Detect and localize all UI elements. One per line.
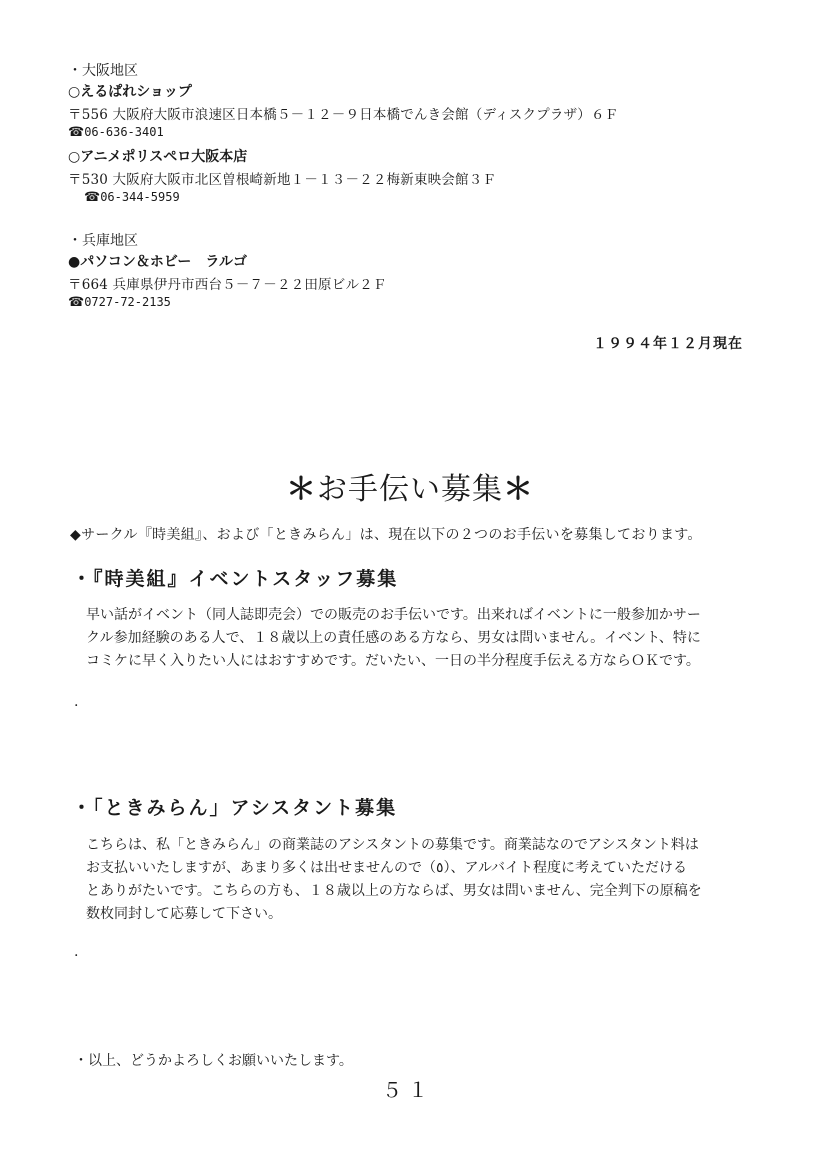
shop-tel-animepolis xyxy=(84,190,180,205)
shop-address-largo: 〒664 兵庫県伊丹市西台５－７－２２田原ビル２Ｆ xyxy=(68,277,387,293)
section-body-event-staff xyxy=(86,604,751,673)
shop-name-animepolis: ○アニメポリスペロ大阪本店 xyxy=(68,149,248,165)
asterisk-icon: ＊ xyxy=(503,472,534,507)
section-heading-assistant: ・「ときみらん」アシスタント募集 xyxy=(72,797,398,819)
recruit-title xyxy=(286,464,534,508)
stray-dot: . xyxy=(74,694,79,710)
shop-address-animepolis: 〒530 大阪府大阪市北区曽根崎新地１－１３－２２梅新東映会館３Ｆ xyxy=(68,172,497,188)
phone-icon: ☎ xyxy=(84,190,101,205)
shop-tel-largo xyxy=(68,295,171,310)
shop-name-largo: ●パソコン＆ホビー ラルゴ xyxy=(68,254,247,270)
tel-number: 06-344-5959 xyxy=(100,190,180,204)
region-osaka-label: ・大阪地区 xyxy=(68,63,138,79)
section-heading-event-staff: ・『時美組』イベントスタッフ募集 xyxy=(72,568,399,590)
phone-icon: ☎ xyxy=(68,295,85,310)
shop-address-elpalette: 〒556 大阪府大阪市浪速区日本橋５－１２－９日本橋でんき会館（ディスクプラザ）６Ｆ xyxy=(68,107,619,123)
recruit-title-text: お手伝い募集 xyxy=(317,472,503,507)
region-hyogo-label: ・兵庫地区 xyxy=(68,233,138,249)
tel-number: 06-636-3401 xyxy=(84,125,164,139)
phone-icon: ☎ xyxy=(68,125,85,140)
asterisk-icon: ＊ xyxy=(286,472,317,507)
shop-tel-elpalette xyxy=(68,125,164,140)
closing-remark: ・以上、どうかよろしくお願いいたします。 xyxy=(74,1053,353,1069)
page-number: ５１ xyxy=(382,1078,434,1102)
body-line: お支払いいたしますが、あまり多くは出せませんので（٥）、アルバイト程度に考えていただける xyxy=(86,860,687,876)
as-of-date: １９９４年１２月現在 xyxy=(593,336,743,352)
shop-name-elpalette: ○えるぱれショップ xyxy=(68,84,192,100)
recruit-intro: ◆サークル『時美組』、および「ときみらん」は、現在以下の２つのお手伝いを募集しております。 xyxy=(70,527,702,543)
body-line: こちらは、私「ときみらん」の商業誌のアシスタントの募集です。商業誌なのでアシスタント料は xyxy=(86,837,699,853)
body-line: 数枚同封して応募して下さい。 xyxy=(86,906,282,922)
stray-dot: . xyxy=(74,944,79,960)
body-line: とありがたいです。こちらの方も、１８歳以上の方ならば、男女は問いません、完全判下の原稿を xyxy=(86,883,702,899)
body-line: 早い話がイベント（同人誌即売会）での販売のお手伝いです。出来ればイベントに一般参加かサー xyxy=(86,607,701,623)
body-line: コミケに早く入りたい人にはおすすめです。だいたい、一日の半分程度手伝える方ならＯＫです。 xyxy=(86,653,700,669)
body-line: クル参加経験のある人で、１８歳以上の責任感のある方なら、男女は問いません。イベント、特に xyxy=(86,630,701,646)
tel-number: 0727-72-2135 xyxy=(84,295,171,309)
section-body-assistant xyxy=(86,834,751,926)
